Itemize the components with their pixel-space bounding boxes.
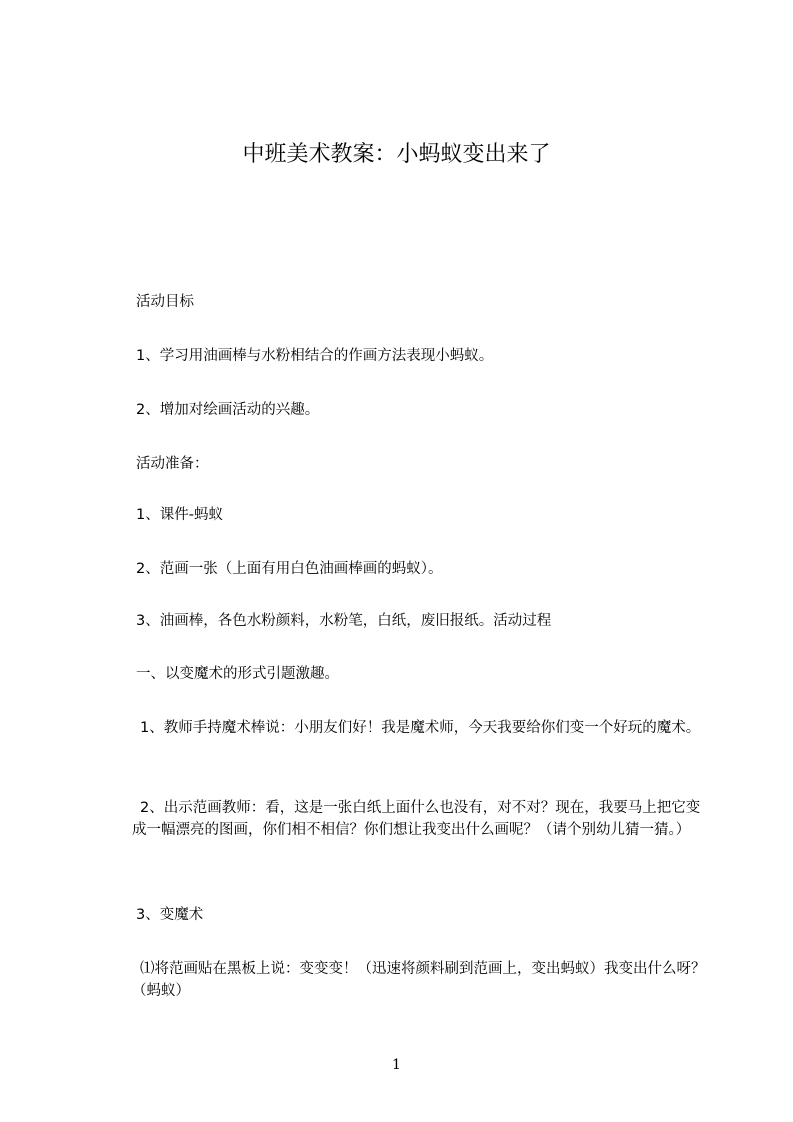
paragraph-step-3-1: ⑴将范画贴在黑板上说：变变变！（迅速将颜料刷到范画上，变出蚂蚁）我变出什么呀？（蚂蚁） <box>132 961 706 999</box>
paragraph-goal-2: 2、增加对绘画活动的兴趣。 <box>136 402 320 418</box>
document-title: 中班美术教案：小蚂蚁变出来了 <box>242 142 551 167</box>
paragraph-goal-1: 1、学习用油画棒与水粉相结合的作画方法表现小蚂蚁。 <box>136 348 494 364</box>
paragraph-activity-goals: 活动目标 <box>136 294 194 310</box>
paragraph-prep-2: 2、范画一张（上面有用白色油画棒画的蚂蚁）。 <box>136 561 443 577</box>
paragraph-prep-1: 1、课件-蚂蚁 <box>136 507 223 523</box>
paragraph-step-3-heading: 3、变魔术 <box>136 907 204 923</box>
paragraph-activity-preparation: 活动准备： <box>136 456 209 472</box>
page-number: 1 <box>392 1057 401 1073</box>
paragraph-section-1-heading: 一、以变魔术的形式引题激趣。 <box>136 666 339 682</box>
paragraph-step-1: 1、教师手持魔术棒说：小朋友们好！我是魔术师，今天我要给你们变一个好玩的魔术。 <box>140 720 701 736</box>
paragraph-prep-3: 3、油画棒，各色水粉颜料，水粉笔，白纸，废旧报纸。活动过程 <box>136 613 552 629</box>
paragraph-step-2: 2、出示范画教师：看，这是一张白纸上面什么也没有，对不对？现在，我要马上把它变成一幅漂亮的图画，你们相不相信？你们想让我变出什么画呢？（请个别幼儿猜一猜。） <box>132 800 701 838</box>
